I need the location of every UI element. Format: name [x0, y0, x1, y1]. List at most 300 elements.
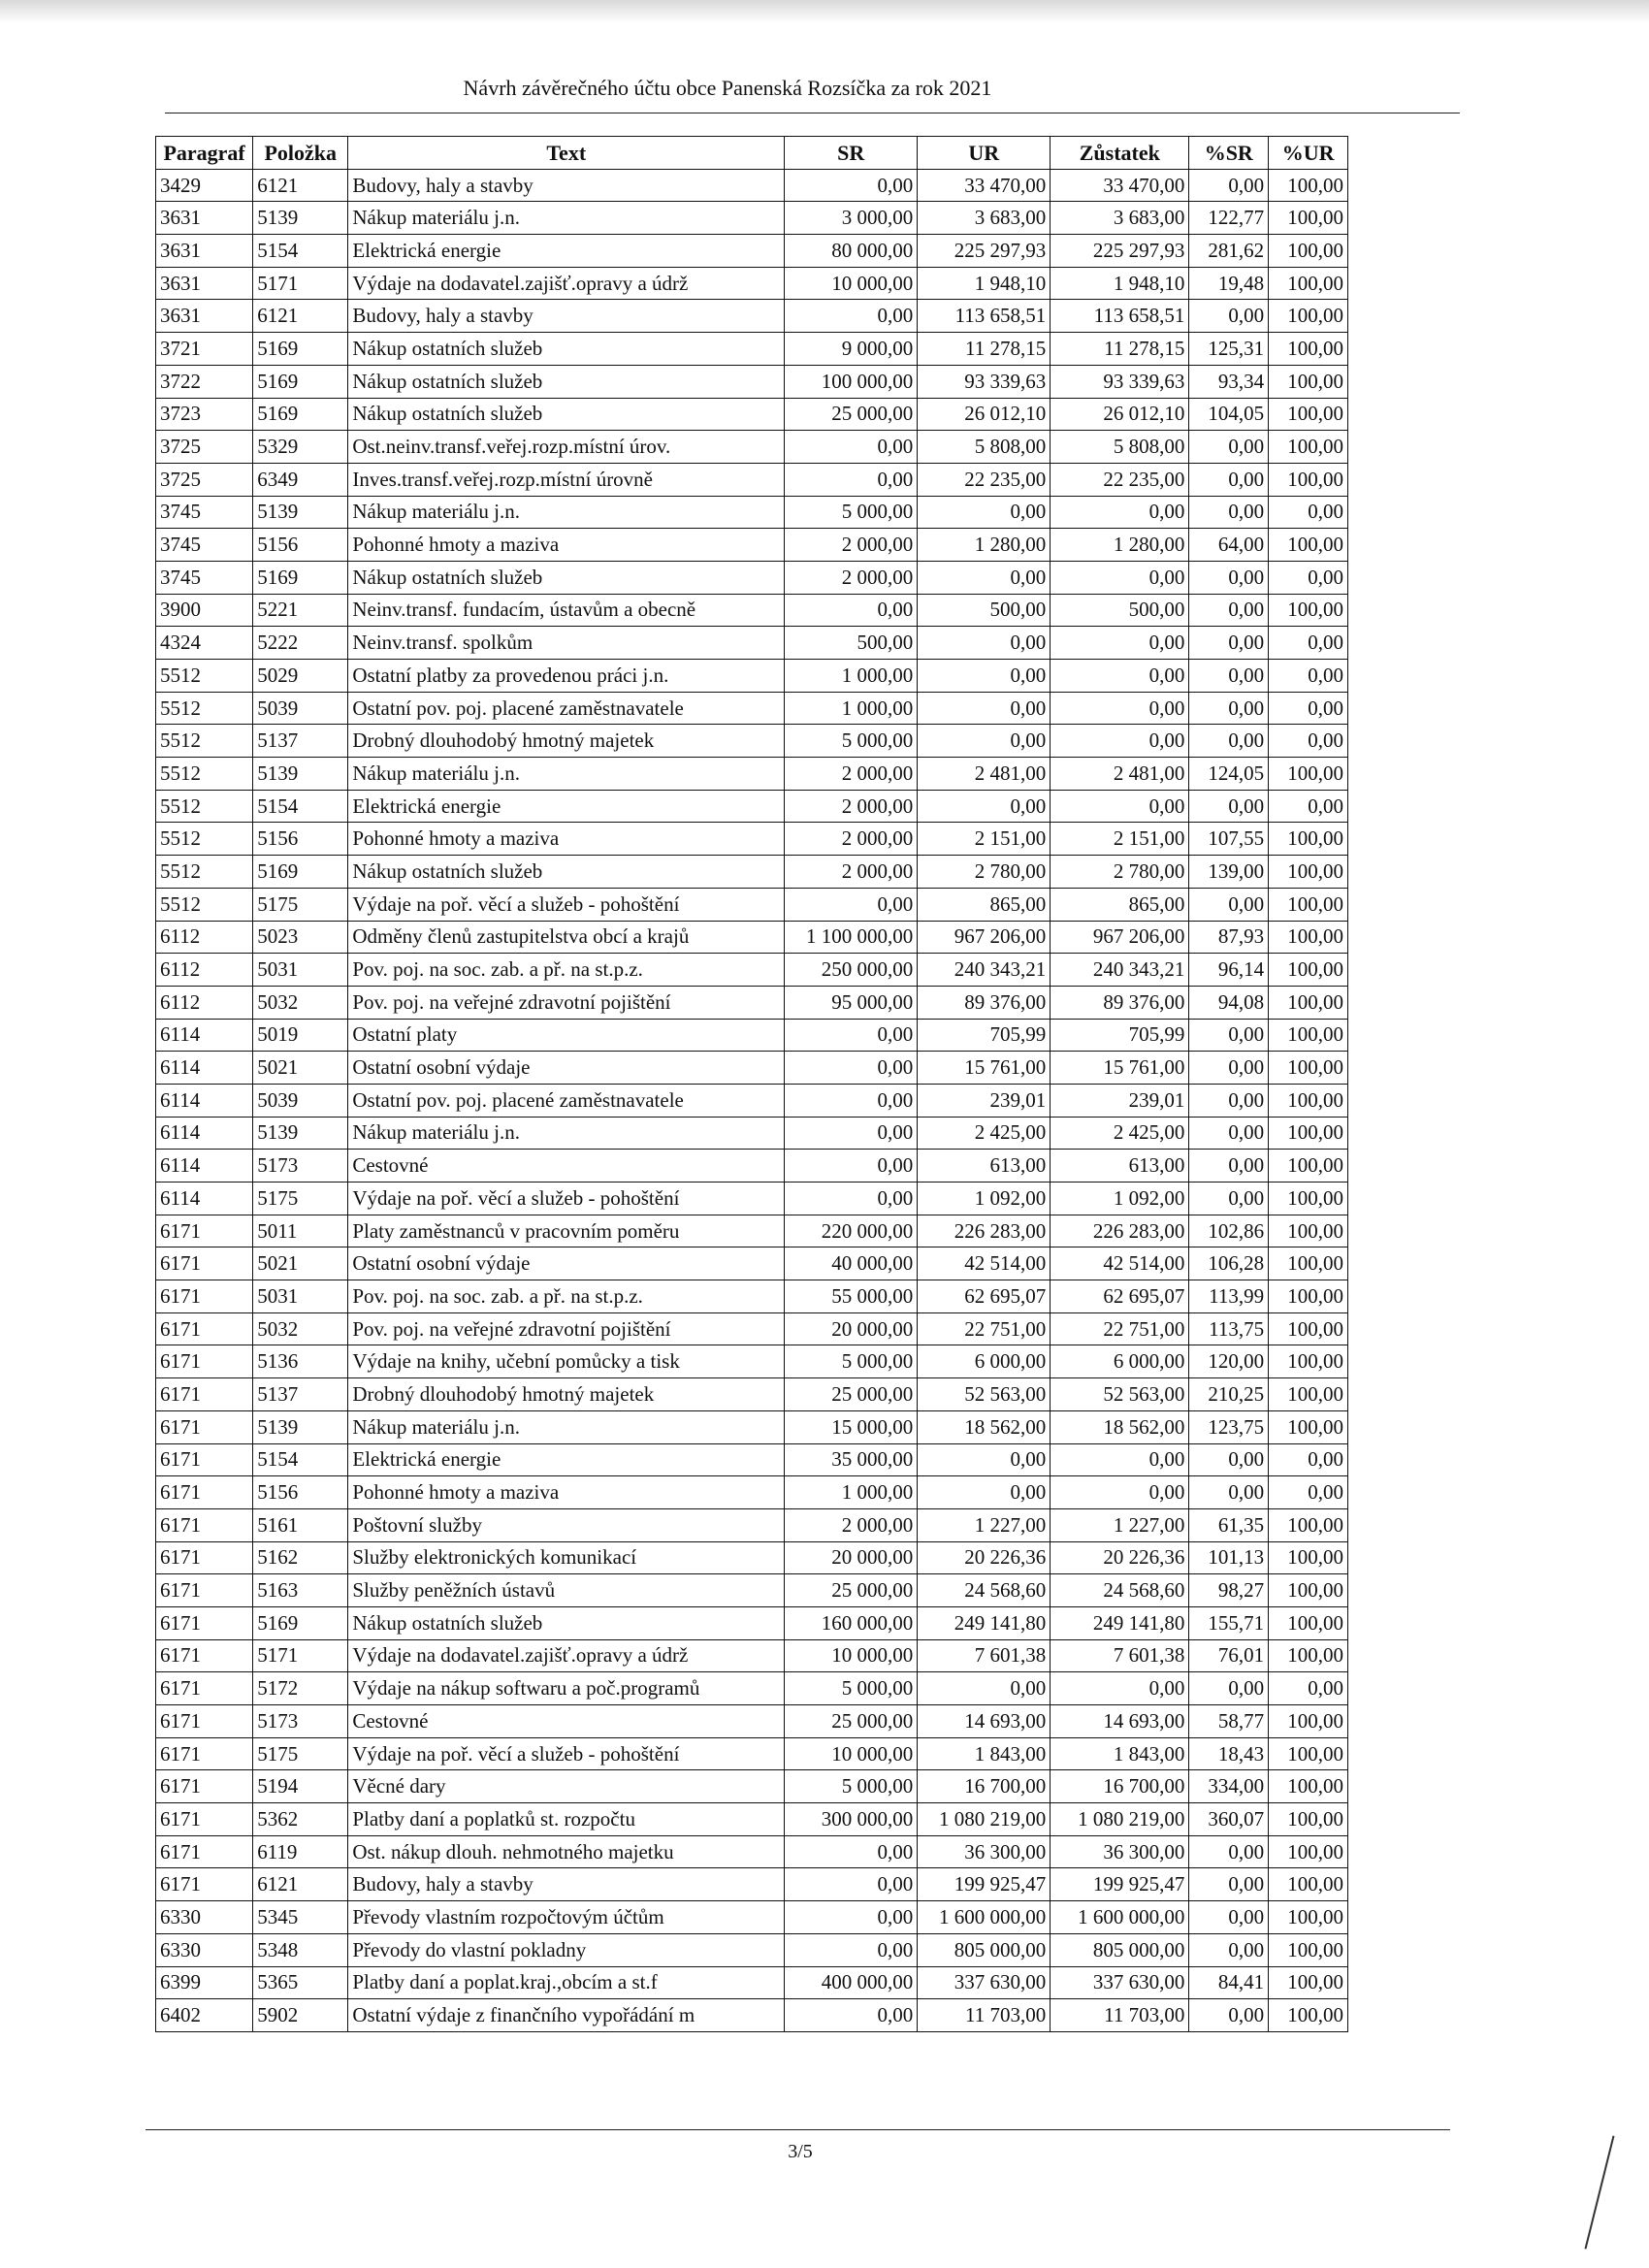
- polozka-cell: 5348: [253, 1933, 348, 1966]
- sr-cell: 20 000,00: [785, 1541, 918, 1574]
- ur-cell: 1 092,00: [918, 1183, 1051, 1215]
- polozka-cell: 5175: [253, 1737, 348, 1770]
- sr-cell: 95 000,00: [785, 986, 918, 1019]
- paragraf-cell: 6171: [156, 1639, 253, 1672]
- table-row: [156, 1183, 1348, 1215]
- ur-cell: 337 630,00: [918, 1966, 1051, 1999]
- column-header-percent-sr: %SR: [1189, 137, 1269, 170]
- paragraf-cell: 3429: [156, 169, 253, 202]
- percent-ur-cell: 100,00: [1269, 1410, 1348, 1443]
- ur-cell: 93 339,63: [918, 365, 1051, 398]
- table-row: [156, 1019, 1348, 1052]
- percent-sr-cell: 0,00: [1189, 594, 1269, 627]
- text-cell: Ost.neinv.transf.veřej.rozp.místní úrov.: [348, 431, 785, 464]
- percent-ur-cell: 100,00: [1269, 1117, 1348, 1150]
- text-cell: Věcné dary: [348, 1770, 785, 1803]
- table-row: [156, 300, 1348, 333]
- percent-sr-cell: 124,05: [1189, 758, 1269, 791]
- percent-sr-cell: 0,00: [1189, 561, 1269, 594]
- percent-sr-cell: 84,41: [1189, 1966, 1269, 1999]
- paragraf-cell: 5512: [156, 758, 253, 791]
- percent-sr-cell: 19,48: [1189, 267, 1269, 300]
- text-cell: Nákup ostatních služeb: [348, 561, 785, 594]
- ur-cell: 113 658,51: [918, 300, 1051, 333]
- percent-ur-cell: 0,00: [1269, 561, 1348, 594]
- percent-ur-cell: 100,00: [1269, 954, 1348, 987]
- polozka-cell: 5169: [253, 365, 348, 398]
- sr-cell: 2 000,00: [785, 856, 918, 889]
- text-cell: Ostatní platy: [348, 1019, 785, 1052]
- text-cell: Nákup ostatních služeb: [348, 398, 785, 431]
- polozka-cell: 5365: [253, 1966, 348, 1999]
- percent-sr-cell: 104,05: [1189, 398, 1269, 431]
- paragraf-cell: 6171: [156, 1835, 253, 1868]
- ur-cell: 0,00: [918, 660, 1051, 693]
- table-row: [156, 235, 1348, 268]
- sr-cell: 250 000,00: [785, 954, 918, 987]
- ur-cell: 2 481,00: [918, 758, 1051, 791]
- text-cell: Ostatní pov. poj. placené zaměstnavatele: [348, 1084, 785, 1117]
- polozka-cell: 5021: [253, 1247, 348, 1280]
- zustatek-cell: 2 481,00: [1051, 758, 1189, 791]
- sr-cell: 25 000,00: [785, 1705, 918, 1738]
- zustatek-cell: 11 703,00: [1051, 1999, 1189, 2032]
- sr-cell: 3 000,00: [785, 202, 918, 235]
- ur-cell: 18 562,00: [918, 1410, 1051, 1443]
- percent-ur-cell: 100,00: [1269, 1247, 1348, 1280]
- polozka-cell: 5039: [253, 692, 348, 725]
- ur-cell: 36 300,00: [918, 1835, 1051, 1868]
- zustatek-cell: 1 080 219,00: [1051, 1803, 1189, 1836]
- sr-cell: 5 000,00: [785, 1770, 918, 1803]
- paragraf-cell: 6399: [156, 1966, 253, 1999]
- zustatek-cell: 1 600 000,00: [1051, 1901, 1189, 1934]
- percent-ur-cell: 100,00: [1269, 1901, 1348, 1934]
- zustatek-cell: 89 376,00: [1051, 986, 1189, 1019]
- sr-cell: 10 000,00: [785, 1639, 918, 1672]
- polozka-cell: 5136: [253, 1345, 348, 1378]
- text-cell: Platy zaměstnanců v pracovním poměru: [348, 1215, 785, 1247]
- sr-cell: 160 000,00: [785, 1606, 918, 1639]
- zustatek-cell: 14 693,00: [1051, 1705, 1189, 1738]
- ur-cell: 239,01: [918, 1084, 1051, 1117]
- column-header-percent-ur: %UR: [1269, 137, 1348, 170]
- table-row: [156, 1933, 1348, 1966]
- text-cell: Nákup ostatních služeb: [348, 333, 785, 366]
- paragraf-cell: 6330: [156, 1901, 253, 1934]
- sr-cell: 0,00: [785, 888, 918, 921]
- text-cell: Nákup materiálu j.n.: [348, 1410, 785, 1443]
- paragraf-cell: 6171: [156, 1345, 253, 1378]
- percent-ur-cell: 100,00: [1269, 1606, 1348, 1639]
- paragraf-cell: 3721: [156, 333, 253, 366]
- ur-cell: 24 568,60: [918, 1574, 1051, 1607]
- paragraf-cell: 6171: [156, 1770, 253, 1803]
- paragraf-cell: 6112: [156, 954, 253, 987]
- percent-ur-cell: 100,00: [1269, 1770, 1348, 1803]
- table-row: [156, 1672, 1348, 1705]
- percent-sr-cell: 0,00: [1189, 725, 1269, 758]
- sr-cell: 20 000,00: [785, 1312, 918, 1345]
- percent-ur-cell: 100,00: [1269, 1639, 1348, 1672]
- ur-cell: 0,00: [918, 1672, 1051, 1705]
- paragraf-cell: 6171: [156, 1215, 253, 1247]
- table-row: [156, 1966, 1348, 1999]
- table-row: [156, 1770, 1348, 1803]
- sr-cell: 220 000,00: [785, 1215, 918, 1247]
- paragraf-cell: 3900: [156, 594, 253, 627]
- percent-sr-cell: 113,75: [1189, 1312, 1269, 1345]
- table-row: [156, 1999, 1348, 2032]
- sr-cell: 0,00: [785, 1084, 918, 1117]
- percent-sr-cell: 76,01: [1189, 1639, 1269, 1672]
- percent-ur-cell: 100,00: [1269, 300, 1348, 333]
- sr-cell: 5 000,00: [785, 496, 918, 529]
- polozka-cell: 5031: [253, 1280, 348, 1313]
- text-cell: Výdaje na poř. věcí a služeb - pohoštění: [348, 1737, 785, 1770]
- zustatek-cell: 240 343,21: [1051, 954, 1189, 987]
- percent-ur-cell: 100,00: [1269, 1345, 1348, 1378]
- percent-sr-cell: 0,00: [1189, 1476, 1269, 1509]
- percent-sr-cell: 93,34: [1189, 365, 1269, 398]
- zustatek-cell: 11 278,15: [1051, 333, 1189, 366]
- text-cell: Pov. poj. na soc. zab. a př. na st.p.z.: [348, 1280, 785, 1313]
- percent-sr-cell: 139,00: [1189, 856, 1269, 889]
- percent-sr-cell: 102,86: [1189, 1215, 1269, 1247]
- ur-cell: 62 695,07: [918, 1280, 1051, 1313]
- percent-ur-cell: 100,00: [1269, 365, 1348, 398]
- sr-cell: 0,00: [785, 1019, 918, 1052]
- polozka-cell: 5031: [253, 954, 348, 987]
- percent-ur-cell: 100,00: [1269, 1052, 1348, 1085]
- polozka-cell: 5169: [253, 1606, 348, 1639]
- percent-ur-cell: 100,00: [1269, 169, 1348, 202]
- table-row: [156, 1247, 1348, 1280]
- percent-sr-cell: 281,62: [1189, 235, 1269, 268]
- paragraf-cell: 6114: [156, 1084, 253, 1117]
- percent-ur-cell: 100,00: [1269, 333, 1348, 366]
- percent-sr-cell: 58,77: [1189, 1705, 1269, 1738]
- ur-cell: 16 700,00: [918, 1770, 1051, 1803]
- column-header-text: Text: [348, 137, 785, 170]
- polozka-cell: 5172: [253, 1672, 348, 1705]
- percent-sr-cell: 210,25: [1189, 1378, 1269, 1411]
- zustatek-cell: 1 092,00: [1051, 1183, 1189, 1215]
- text-cell: Převody vlastním rozpočtovým účtům: [348, 1901, 785, 1934]
- zustatek-cell: 16 700,00: [1051, 1770, 1189, 1803]
- percent-sr-cell: 98,27: [1189, 1574, 1269, 1607]
- ur-cell: 0,00: [918, 692, 1051, 725]
- zustatek-cell: 0,00: [1051, 692, 1189, 725]
- text-cell: Ostatní osobní výdaje: [348, 1247, 785, 1280]
- text-cell: Výdaje na nákup softwaru a poč.programů: [348, 1672, 785, 1705]
- table-row: [156, 1117, 1348, 1150]
- text-cell: Pov. poj. na veřejné zdravotní pojištění: [348, 986, 785, 1019]
- paragraf-cell: 6171: [156, 1508, 253, 1541]
- ur-cell: 42 514,00: [918, 1247, 1051, 1280]
- zustatek-cell: 0,00: [1051, 790, 1189, 823]
- zustatek-cell: 500,00: [1051, 594, 1189, 627]
- percent-sr-cell: 0,00: [1189, 431, 1269, 464]
- ur-cell: 7 601,38: [918, 1639, 1051, 1672]
- percent-ur-cell: 100,00: [1269, 1312, 1348, 1345]
- paragraf-cell: 6402: [156, 1999, 253, 2032]
- ur-cell: 11 278,15: [918, 333, 1051, 366]
- ur-cell: 1 843,00: [918, 1737, 1051, 1770]
- text-cell: Pohonné hmoty a maziva: [348, 823, 785, 856]
- table-row: [156, 1052, 1348, 1085]
- table-row: [156, 954, 1348, 987]
- percent-sr-cell: 123,75: [1189, 1410, 1269, 1443]
- table-row: [156, 692, 1348, 725]
- sr-cell: 0,00: [785, 1835, 918, 1868]
- sr-cell: 25 000,00: [785, 398, 918, 431]
- paragraf-cell: 6330: [156, 1933, 253, 1966]
- percent-sr-cell: 106,28: [1189, 1247, 1269, 1280]
- ur-cell: 0,00: [918, 790, 1051, 823]
- text-cell: Nákup materiálu j.n.: [348, 1117, 785, 1150]
- polozka-cell: 5171: [253, 267, 348, 300]
- polozka-cell: 5194: [253, 1770, 348, 1803]
- table-row: [156, 1541, 1348, 1574]
- polozka-cell: 5156: [253, 529, 348, 562]
- column-header-zustatek: Zůstatek: [1051, 137, 1189, 170]
- percent-ur-cell: 100,00: [1269, 1933, 1348, 1966]
- sr-cell: 1 000,00: [785, 1476, 918, 1509]
- sr-cell: 35 000,00: [785, 1443, 918, 1476]
- polozka-cell: 5032: [253, 986, 348, 1019]
- percent-sr-cell: 0,00: [1189, 1933, 1269, 1966]
- percent-ur-cell: 0,00: [1269, 692, 1348, 725]
- sr-cell: 2 000,00: [785, 529, 918, 562]
- table-row: [156, 1737, 1348, 1770]
- table-row: [156, 1345, 1348, 1378]
- zustatek-cell: 7 601,38: [1051, 1639, 1189, 1672]
- zustatek-cell: 0,00: [1051, 1672, 1189, 1705]
- percent-ur-cell: 100,00: [1269, 1705, 1348, 1738]
- zustatek-cell: 0,00: [1051, 496, 1189, 529]
- text-cell: Ostatní pov. poj. placené zaměstnavatele: [348, 692, 785, 725]
- sr-cell: 0,00: [785, 463, 918, 496]
- ur-cell: 500,00: [918, 594, 1051, 627]
- polozka-cell: 5156: [253, 1476, 348, 1509]
- percent-sr-cell: 334,00: [1189, 1770, 1269, 1803]
- sr-cell: 0,00: [785, 1933, 918, 1966]
- ur-cell: 33 470,00: [918, 169, 1051, 202]
- table-row: [156, 463, 1348, 496]
- paragraf-cell: 6171: [156, 1737, 253, 1770]
- table-row: [156, 1803, 1348, 1836]
- polozka-cell: 5011: [253, 1215, 348, 1247]
- ur-cell: 240 343,21: [918, 954, 1051, 987]
- percent-ur-cell: 100,00: [1269, 1019, 1348, 1052]
- text-cell: Pohonné hmoty a maziva: [348, 1476, 785, 1509]
- zustatek-cell: 249 141,80: [1051, 1606, 1189, 1639]
- polozka-cell: 5032: [253, 1312, 348, 1345]
- percent-sr-cell: 101,13: [1189, 1541, 1269, 1574]
- sr-cell: 80 000,00: [785, 235, 918, 268]
- polozka-cell: 5137: [253, 1378, 348, 1411]
- polozka-cell: 5154: [253, 1443, 348, 1476]
- polozka-cell: 5173: [253, 1705, 348, 1738]
- text-cell: Neinv.transf. fundacím, ústavům a obecně: [348, 594, 785, 627]
- percent-ur-cell: 100,00: [1269, 1574, 1348, 1607]
- polozka-cell: 5163: [253, 1574, 348, 1607]
- table-row: [156, 888, 1348, 921]
- table-row: [156, 1280, 1348, 1313]
- sr-cell: 9 000,00: [785, 333, 918, 366]
- paragraf-cell: 6171: [156, 1410, 253, 1443]
- table-row: [156, 1508, 1348, 1541]
- paragraf-cell: 6171: [156, 1312, 253, 1345]
- polozka-cell: 5169: [253, 856, 348, 889]
- percent-ur-cell: 100,00: [1269, 823, 1348, 856]
- paragraf-cell: 6171: [156, 1247, 253, 1280]
- sr-cell: 2 000,00: [785, 1508, 918, 1541]
- percent-ur-cell: 100,00: [1269, 758, 1348, 791]
- paragraf-cell: 6114: [156, 1052, 253, 1085]
- paragraf-cell: 3745: [156, 561, 253, 594]
- ur-cell: 0,00: [918, 627, 1051, 660]
- sr-cell: 2 000,00: [785, 823, 918, 856]
- paragraf-cell: 6171: [156, 1705, 253, 1738]
- text-cell: Poštovní služby: [348, 1508, 785, 1541]
- table-row: [156, 1476, 1348, 1509]
- polozka-cell: 5039: [253, 1084, 348, 1117]
- polozka-cell: 5175: [253, 888, 348, 921]
- text-cell: Budovy, haly a stavby: [348, 169, 785, 202]
- sr-cell: 2 000,00: [785, 790, 918, 823]
- sr-cell: 10 000,00: [785, 1737, 918, 1770]
- ur-cell: 89 376,00: [918, 986, 1051, 1019]
- paragraf-cell: 5512: [156, 660, 253, 693]
- zustatek-cell: 0,00: [1051, 725, 1189, 758]
- text-cell: Pov. poj. na soc. zab. a př. na st.p.z.: [348, 954, 785, 987]
- text-cell: Výdaje na poř. věcí a služeb - pohoštění: [348, 1183, 785, 1215]
- sr-cell: 0,00: [785, 1117, 918, 1150]
- percent-ur-cell: 100,00: [1269, 1150, 1348, 1183]
- percent-ur-cell: 100,00: [1269, 1378, 1348, 1411]
- sr-cell: 5 000,00: [785, 1672, 918, 1705]
- paragraf-cell: 5512: [156, 856, 253, 889]
- ur-cell: 5 808,00: [918, 431, 1051, 464]
- percent-sr-cell: 0,00: [1189, 888, 1269, 921]
- paragraf-cell: 6171: [156, 1803, 253, 1836]
- percent-sr-cell: 0,00: [1189, 660, 1269, 693]
- ur-cell: 14 693,00: [918, 1705, 1051, 1738]
- paragraf-cell: 6171: [156, 1574, 253, 1607]
- paragraf-cell: 3725: [156, 463, 253, 496]
- sr-cell: 400 000,00: [785, 1966, 918, 1999]
- zustatek-cell: 93 339,63: [1051, 365, 1189, 398]
- paragraf-cell: 3631: [156, 202, 253, 235]
- page-number: 3/5: [788, 2141, 813, 2162]
- polozka-cell: 5169: [253, 398, 348, 431]
- paragraf-cell: 5512: [156, 888, 253, 921]
- percent-sr-cell: 0,00: [1189, 1183, 1269, 1215]
- percent-sr-cell: 360,07: [1189, 1803, 1269, 1836]
- percent-ur-cell: 100,00: [1269, 202, 1348, 235]
- percent-sr-cell: 0,00: [1189, 1901, 1269, 1934]
- paragraf-cell: 5512: [156, 725, 253, 758]
- text-cell: Ostatní platby za provedenou práci j.n.: [348, 660, 785, 693]
- sr-cell: 10 000,00: [785, 267, 918, 300]
- polozka-cell: 5329: [253, 431, 348, 464]
- zustatek-cell: 2 425,00: [1051, 1117, 1189, 1150]
- paragraf-cell: 6171: [156, 1280, 253, 1313]
- percent-ur-cell: 100,00: [1269, 1508, 1348, 1541]
- document-title: Návrh závěrečného účtu obce Panenská Rozsíčka za rok 2021: [463, 76, 992, 100]
- sr-cell: 25 000,00: [785, 1574, 918, 1607]
- percent-ur-cell: 100,00: [1269, 1215, 1348, 1247]
- text-cell: Platby daní a poplat.kraj.,obcím a st.f: [348, 1966, 785, 1999]
- zustatek-cell: 22 751,00: [1051, 1312, 1189, 1345]
- percent-sr-cell: 0,00: [1189, 463, 1269, 496]
- polozka-cell: 5345: [253, 1901, 348, 1934]
- ur-cell: 0,00: [918, 561, 1051, 594]
- paragraf-cell: 4324: [156, 627, 253, 660]
- percent-sr-cell: 0,00: [1189, 692, 1269, 725]
- ur-cell: 6 000,00: [918, 1345, 1051, 1378]
- table-row: [156, 1443, 1348, 1476]
- text-cell: Převody do vlastní pokladny: [348, 1933, 785, 1966]
- ur-cell: 3 683,00: [918, 202, 1051, 235]
- table-row: [156, 333, 1348, 366]
- table-row: [156, 561, 1348, 594]
- paragraf-cell: 6171: [156, 1476, 253, 1509]
- zustatek-cell: 1 227,00: [1051, 1508, 1189, 1541]
- percent-ur-cell: 100,00: [1269, 1183, 1348, 1215]
- percent-sr-cell: 18,43: [1189, 1737, 1269, 1770]
- table-row: [156, 1574, 1348, 1607]
- paragraf-cell: 6171: [156, 1672, 253, 1705]
- table-row: [156, 1410, 1348, 1443]
- polozka-cell: 5161: [253, 1508, 348, 1541]
- zustatek-cell: 42 514,00: [1051, 1247, 1189, 1280]
- zustatek-cell: 52 563,00: [1051, 1378, 1189, 1411]
- table-row: [156, 1378, 1348, 1411]
- sr-cell: 0,00: [785, 594, 918, 627]
- percent-ur-cell: 100,00: [1269, 1084, 1348, 1117]
- text-cell: Ostatní výdaje z finančního vypořádání m: [348, 1999, 785, 2032]
- zustatek-cell: 226 283,00: [1051, 1215, 1189, 1247]
- text-cell: Cestovné: [348, 1150, 785, 1183]
- text-cell: Drobný dlouhodobý hmotný majetek: [348, 725, 785, 758]
- sr-cell: 0,00: [785, 431, 918, 464]
- percent-sr-cell: 0,00: [1189, 790, 1269, 823]
- text-cell: Elektrická energie: [348, 790, 785, 823]
- sr-cell: 300 000,00: [785, 1803, 918, 1836]
- percent-sr-cell: 0,00: [1189, 1150, 1269, 1183]
- paragraf-cell: 3631: [156, 235, 253, 268]
- polozka-cell: 5139: [253, 758, 348, 791]
- polozka-cell: 5154: [253, 790, 348, 823]
- percent-sr-cell: 0,00: [1189, 627, 1269, 660]
- sr-cell: 500,00: [785, 627, 918, 660]
- table-row: [156, 1835, 1348, 1868]
- table-row: [156, 529, 1348, 562]
- sr-cell: 1 000,00: [785, 660, 918, 693]
- text-cell: Inves.transf.veřej.rozp.místní úrovně: [348, 463, 785, 496]
- percent-sr-cell: 155,71: [1189, 1606, 1269, 1639]
- column-header-paragraf: Paragraf: [156, 137, 253, 170]
- sr-cell: 1 100 000,00: [785, 921, 918, 954]
- ur-cell: 22 751,00: [918, 1312, 1051, 1345]
- zustatek-cell: 2 151,00: [1051, 823, 1189, 856]
- percent-ur-cell: 100,00: [1269, 1541, 1348, 1574]
- ur-cell: 225 297,93: [918, 235, 1051, 268]
- text-cell: Služby peněžních ústavů: [348, 1574, 785, 1607]
